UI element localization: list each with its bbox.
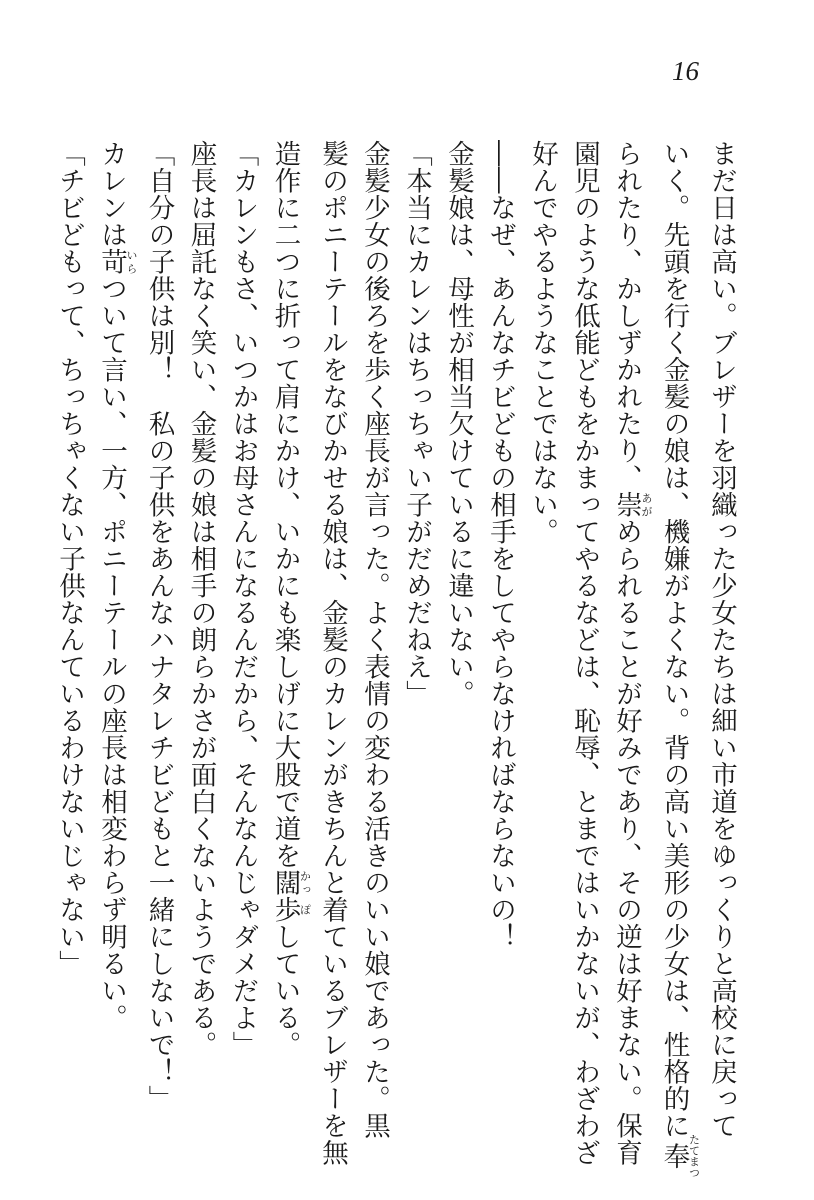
text-segment: 造作に二つに折って肩にかけ、いかにも楽しげに大股で道を (269, 140, 301, 869)
ruby-reading: いら (125, 248, 138, 275)
text-line: 金髪娘は、母性が相当欠けているに違いない。 (443, 140, 474, 707)
ruby-annotation (658, 1134, 701, 1178)
text-line (311, 140, 353, 1166)
ruby-base: 苛 (96, 248, 127, 275)
text-segment: カレンは (96, 140, 127, 248)
text-segment: している。 (269, 923, 301, 1058)
ruby-base: 崇 (611, 491, 642, 518)
ruby-annotation (96, 248, 138, 275)
ruby-reading: ぽ (298, 896, 312, 923)
text-line (90, 140, 138, 1150)
text-line (653, 140, 701, 1178)
text-segment: いく。先頭を行く金髪の娘は、機嫌がよくない。背の高い美形の少女は、性格的に (658, 140, 690, 1139)
text-line: 座長は屈託なく笑い、金髪の娘は相手の朗らかさが面白くないようである。 (185, 140, 217, 1058)
text-segment: ついて言い、一方、ポニーテールの座長は相変わらず明るい。 (96, 275, 127, 1031)
vertical-text-body (48, 140, 742, 1178)
ruby-annotation (269, 896, 312, 923)
text-line: 「本当にカレンはちっちゃい子がだめだねえ」 (401, 140, 432, 707)
text-line: 「チビどもって、ちっちゃくない子供なんているわけないじゃない」 (54, 140, 85, 977)
text-line: 「カレンもさ、いつかはお母さんになるんだから、そんなんじゃダメだよ」 (227, 140, 259, 1058)
ruby-reading: かっ (298, 869, 312, 896)
text-line: ――なぜ、あんなチビどもの相手をしてやらなければならないの！ (485, 140, 516, 950)
ruby-base: 闊 (269, 869, 301, 896)
text-line: 好んでやるようなことではない。 (527, 140, 558, 545)
text-segment: られたり、かしずかれたり、 (611, 140, 642, 491)
ruby-reading: あが (640, 491, 653, 518)
text-line (605, 140, 653, 1166)
text-segment: 髪のポニーテールをなびかせる娘は、金髪のカレンがきちんと着ているブレザーを無 (317, 140, 348, 1166)
ruby-base: 奉 (658, 1134, 690, 1178)
text-line (264, 140, 312, 1150)
ruby-annotation (269, 869, 312, 896)
page-number: 16 (672, 56, 699, 86)
ruby-annotation (611, 491, 653, 518)
text-line: 金髪少女の後ろを歩く座長が言った。よく表情の変わる活きのいい娘であった。黒 (359, 140, 390, 1139)
text-segment: められることが好みであり、その逆は好まない。保育 (611, 518, 642, 1166)
text-line: まだ日は高い。ブレザーを羽織った少女たちは細い市道をゆっくりと高校に戻って (706, 140, 737, 1139)
text-line: 「自分の子供は別！ 私の子供をあんなハナタレチビどもと一緒にしないで！」 (143, 140, 175, 1112)
ruby-base: 歩 (269, 896, 301, 923)
ruby-reading: たてまつ (687, 1134, 701, 1178)
text-line: 園児のような低能どもをかまってやるなどは、恥辱、とまではいかないが、わざわざ (569, 140, 600, 1166)
